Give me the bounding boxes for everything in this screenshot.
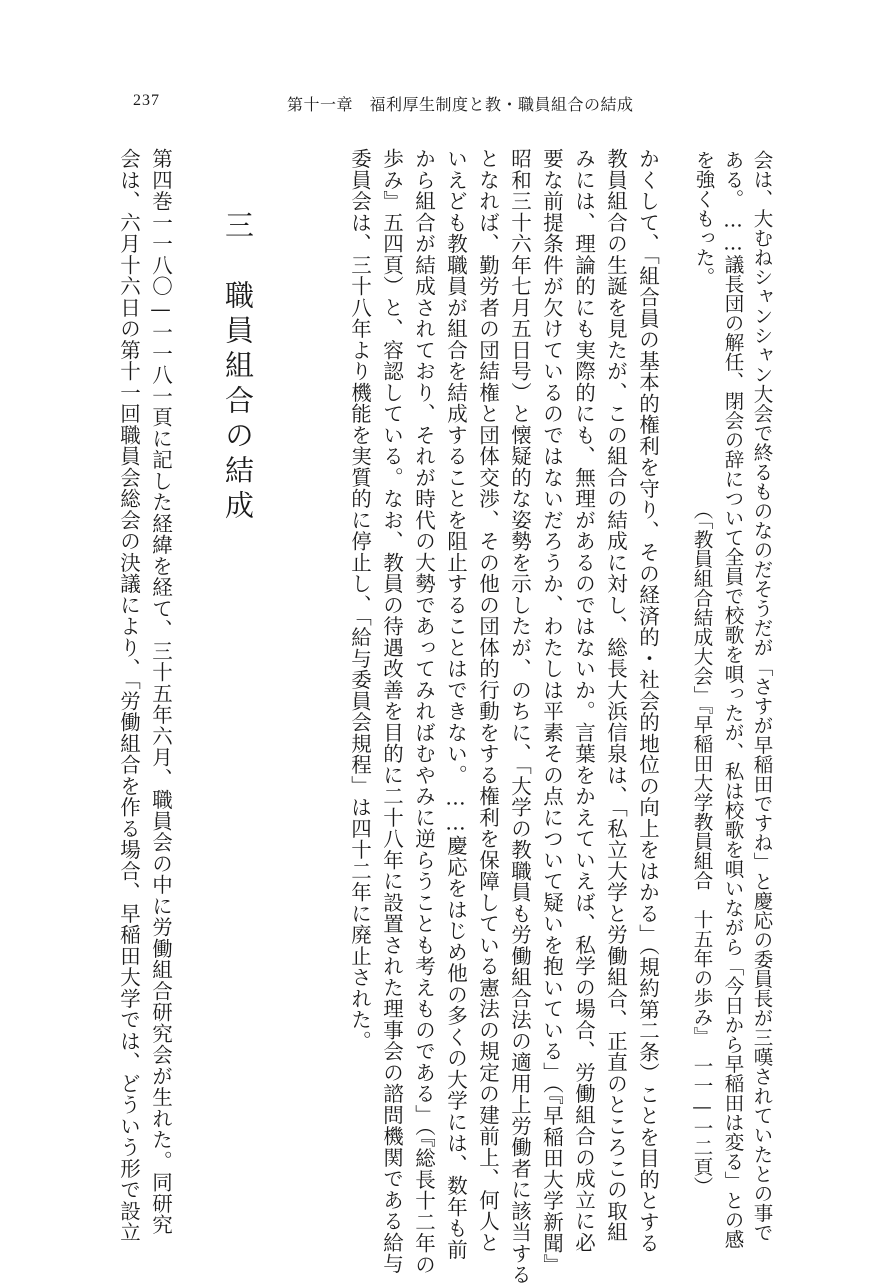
body-line: 昭和三十六年七月五日号）と懐疑的な姿勢を示したが、のちに、「大学の教職員も労働組合法の適用上労働者に該当する (507, 148, 532, 1285)
quote-citation: （「教員組合結成大会」『早稲田大学教員組合 十五年の歩み』 一一—一二頁） (690, 500, 714, 1196)
body-line: 教員組合の生誕を見たが、この組合の結成に対し、総長大浜信泉は、「私立大学と労働組合、正直のところこの取組 (603, 148, 628, 1243)
body-line: 歩み』五四頁）と、容認している。なお、教員の待遇改善を目的に二十八年に設置された理事会の諮問機関である給与 (379, 148, 404, 1275)
body-line: 委員会は、三十八年より機能を実質的に停止し、「給与委員会規程」は四十二年に廃止された。 (347, 148, 372, 1052)
quote-line: ある。……議長団の解任、閉会の辞について全員で校歌を唄ったが、私は校歌を唄いながら「今日から早稲田は変る」との感 (721, 150, 745, 1249)
body-line: 要な前提条件が欠けているのではないだろうか、わたしは平素その点について疑いを抱いている」（『早稲田大学新聞』 (539, 148, 564, 1275)
body-line: 会は、六月十六日の第十一回職員会総会の決議により、「労働組合を作る場合、早稲田大学では、どういう形で設立 (116, 148, 141, 1243)
body-line: かくして、「組合員の基本的権利を守り、その経済的・社会的地位の向上をはかる」（規約第二条）ことを目的とする (635, 148, 660, 1254)
quote-line: 会は、大むねシャンシャン大会で終るものなのだそうだが「さすが早稲田ですね」と慶応の委員長が三嘆されていたとの事で (750, 150, 774, 1242)
section-heading: 三 職員組合の結成 (221, 210, 255, 525)
running-header: 第十一章 福利厚生制度と教・職員組合の結成 (287, 95, 634, 114)
body-line: みには、理論的にも実際的にも、無理があるのではないか。言葉をかえていえば、私学の場合、労働組合の成立に必 (571, 148, 596, 1253)
body-line: から組合が結成されており、それが時代の大勢であってみればむやみに逆らうことも考えものである」（『総長十二年の (411, 148, 436, 1275)
page-number: 237 (133, 92, 160, 109)
quote-line: を強くもった。 (692, 150, 716, 287)
body-line: いえども教職員が組合を結成することを阻止することはできない。……慶応をはじめ他の多くの大学には、数年も前 (443, 148, 468, 1260)
body-line: となれば、勤労者の団結権と団体交渉、その他の団体的行動をする権利を保障している憲法の規定の建前上、何人と (475, 148, 500, 1253)
body-line: 第四巻一一八〇—一一八一頁に記した経緯を経て、三十五年六月、職員会の中に労働組合研究会が生れた。同研究 (148, 148, 173, 1236)
